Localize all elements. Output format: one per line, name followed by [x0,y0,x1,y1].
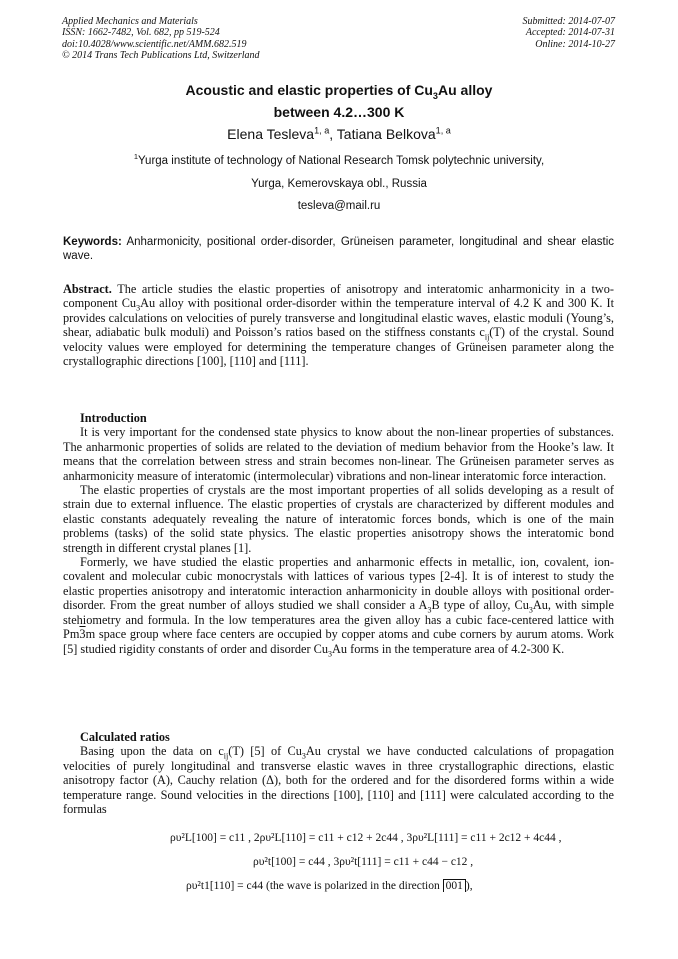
calculated-ratios-section [63,730,614,816]
intro-paragraph-2: The elastic properties of crystals are the most important properties of all solids developing as a result of strain due to external influence. The elastic properties of crystals are characterized by different modules and elastic constants adequately revealing the nature of interatomic forces bonds, which is one of the main problems (tasks) of the solid state physics. The elastic properties anisotropy shows the interatomic bond strength in different crystal planes [1]. [63,483,614,555]
introduction-heading: Introduction [80,411,147,425]
calculated-paragraph: Basing upon the data on $c_{ij}(T)$ [5] of $Cu_3Au$ crystal we have conducted calculations of propagation velocities of purely longitudinal and transverse elastic waves in three crystallographic directions, elastic anisotropy factor (A), Cauchy relation (Δ), both for the ordered and for the disordered forms within a wide temperature range. Sound velocities in the directions [100], [110] and [111] were calculated according to the formulas [63,744,614,817]
affiliation-line2: Yurga, Kemerovskaya obl., Russia [251,178,427,190]
journal-doi: doi:10.4028/www.scientific.net/AMM.682.519 [62,38,247,50]
direction-bracket: 001 [443,879,466,892]
intro-paragraph-1: It is very important for the condensed state physics to know about the non-linear properties of substances. The anharmonic properties of solids are related to the deviation of medium behavior from the Hooke’s law. It means that the correlation between stress and strain becomes non-linear. The Grüneisen parameter serves as anharmonicity measure of interatomic (intermolecular) vibrations and non-linear interatomic force interaction. [63,425,614,483]
author-1: Elena Tesleva [227,126,315,142]
equation-line-1: ρυ²L[100] = c11 , 2ρυ²L[110] = c11 + c12 + 2c44 , 3ρυ²L[111] = c11 + 2c12 + 4c44 , [170,832,562,844]
abstract-label: Abstract. [63,282,112,296]
calculated-ratios-heading: Calculated ratios [80,730,170,744]
dates-header [523,16,616,50]
intro-paragraph-3: Formerly, we have studied the elastic properties and anharmonic effects in metallic, ion, covalent, ion-covalent and molecular cubic monocrystals with lattices of various types [2-4]. It is of interest to study the elastic properties anisotropy and interatomic interaction anharmonicity in double alloys with positional order-disorder. From the great number of alloys studied we shall consider a $A_3B$ type of alloy, $Cu_3Au$, with simple stehiometry and formula. In the low temperatures area the given alloy has a cubic face-centered lattice with Pm3m space group where face centers are occupied by copper atoms and cube corners by aurum atoms. Work [5] studied rigidity constants of order and disorder $Cu_3Au$ forms in the temperature area of 4.2-300 K. [63,555,614,658]
paper-title-line2: between 4.2…300 K [273,104,405,120]
equation-line-2: ρυ²t[100] = c44 , 3ρυ²t[111] = c11 + c44 − c12 , [253,856,474,868]
copyright-line: © 2014 Trans Tech Publications Ltd, Switzerland [62,49,260,61]
keywords-label: Keywords: [63,236,122,248]
author-email[interactable]: tesleva@mail.ru [297,200,381,212]
authors: Elena Tesleva$^{1, a}$, Tatiana Belkova$^{1, a}$ [227,125,451,142]
affiliation-line1: $^1$Yurga institute of technology of National Research Tomsk polytechnic university, [133,152,545,167]
space-group: Pm3m [63,627,96,642]
paper-title-line1: Acoustic and elastic properties of $Cu_3Au$ alloy [185,82,493,101]
introduction-section [63,411,614,656]
accepted-date: Accepted: 2014-07-31 [525,27,615,39]
journal-name: Applied Mechanics and Materials [62,16,198,27]
keywords [63,235,614,263]
author-2: Tatiana Belkova [336,126,436,142]
journal-issn: ISSN: 1662-7482, Vol. 682, pp 519-524 [62,27,220,39]
abstract: Abstract. The article studies the elastic properties of anisotropy and interatomic anharmonicity in a two-component $Cu_3Au$ alloy with positional order-disorder within the temperature interval of 4.2 K and 300 K. It provides calculations on velocities of purely transverse and longitudinal elastic waves, elastic moduli (Young’s, shear, adiabatic bulk moduli) and Poisson’s ratios based on the stiffness constants $c_{ij}(T)$ of the crystal. Sound velocity values were employed for determining the temperature changes of Grüneisen parameter along the crystallographic directions [100], [110] and [111]. [63,282,614,369]
submitted-date: Submitted: 2014-07-07 [522,16,615,27]
equation-line-3: ρυ²t1[110] = c44 (the wave is polarized in the direction 001 ), [186,880,473,892]
online-date: Online: 2014-10-27 [535,38,615,50]
journal-header [62,16,260,61]
keywords-text: Anharmonicity, positional order-disorder, Grüneisen parameter, longitudinal and shear elastic wave. [63,236,614,262]
